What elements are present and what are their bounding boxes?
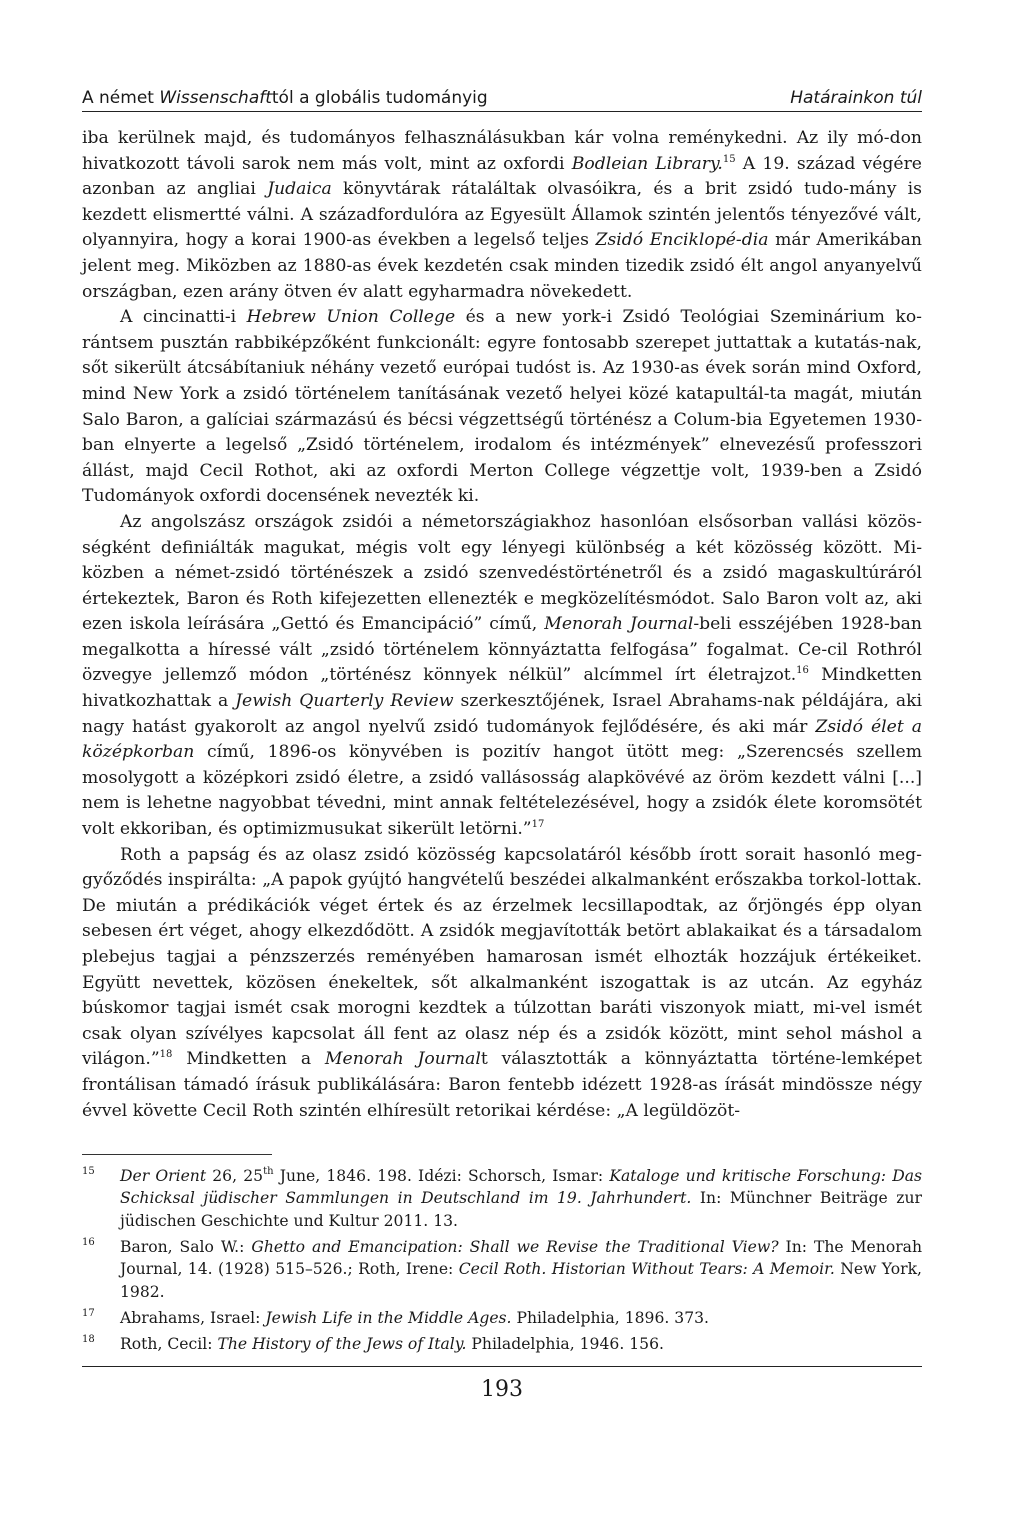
text-run: New York, 1982. xyxy=(120,1260,922,1301)
footnote xyxy=(82,1165,922,1232)
text-run: Mindketten hivatkozhattak a xyxy=(82,665,922,712)
footnote-number: 18 xyxy=(82,1334,95,1346)
text-run: Roth a papság és az olasz zsidó közösség kapcsolatáról később írott sorait hasonló meg-győződés inspirálta: „A papok gyújtó hangvételű beszédei alkalmanként erőszakba torkol-lottak. De miután a prédikációk véget értek és az érzelmek lecsillapodtak, az őrjöngés épp olyan sebesen ért véget, ahogy elkezdődött. A zsidók megjavították betört ablakaikat és a társadalom plebejus tagjai a pénzszerzés reményében hamarosan ismét elhozták hozzájuk értékeiket. Együtt nevettek, közösen énekeltek, sőt alkalmanként iszogattak is az utcán. Az egyház búskomor tagjai ismét csak morogni kezdtek a túlzottan baráti viszonyok miatt, mi-vel ismét csak olyan szívélyes kapcsolat áll fent az olasz nép és a zsidók között, mint sehol máshol a világon.” xyxy=(82,844,922,1070)
footnote-ref: th xyxy=(263,1166,274,1178)
text-run: Philadelphia, 1896. 373. xyxy=(511,1308,710,1327)
text-run: Mindketten a xyxy=(172,1049,325,1070)
running-head-left: A német Wissenschafttól a globális tudományig xyxy=(82,88,488,108)
text-run: A 19. század végére azonban az angliai xyxy=(82,153,922,200)
text-run: szerkesztőjének, Israel Abrahams-nak példájára, aki nagy hatást gyakorolt az angol nyelvű zsidó tudományok fejlődésére, és aki már xyxy=(82,691,923,737)
paragraph xyxy=(82,126,922,305)
paragraph xyxy=(82,510,922,843)
text-run: In: Münchner Beiträge zur jüdischen Geschichte und Kultur 2011. 13. xyxy=(120,1189,922,1230)
italic-text: Jewish Life in the Middle Ages. xyxy=(265,1308,512,1327)
footnote-ref: 17 xyxy=(531,819,545,831)
footnotes xyxy=(82,1165,922,1355)
text-run: June, 1846. 198. Idézi: Schorsch, Ismar: xyxy=(273,1167,610,1186)
italic-text: Der Orient xyxy=(120,1167,207,1186)
footnote xyxy=(82,1236,922,1303)
italic-text: Bodleian Library. xyxy=(571,153,723,174)
text-run: Abrahams, Israel: xyxy=(120,1308,266,1327)
italic-text: Judaica xyxy=(267,179,332,200)
page-number: 193 xyxy=(481,1376,523,1402)
text-run: Roth, Cecil: xyxy=(120,1335,218,1354)
footnote-ref: 16 xyxy=(796,665,809,677)
body-text xyxy=(82,126,922,1124)
footnote-number: 17 xyxy=(82,1307,95,1319)
footnote-ref: 15 xyxy=(722,153,736,165)
book-page xyxy=(82,88,922,1402)
text-run: Baron, Salo W.: xyxy=(120,1238,252,1257)
text-run: t választották a könnyáztatta történe-lemképet frontálisan támadó írásuk publikálására: Baron fentebb idézett 1928-as írását mindössze négy évvel követte Cecil Roth szintén elhíresült retorikai kérdése: „A legüldözöt- xyxy=(82,1049,922,1121)
text-run: A cincinatti-i xyxy=(120,307,247,328)
italic-text: Menorah Journal xyxy=(324,1049,481,1070)
italic-text: Kataloge und kritische Forschung: Das Schicksal jüdischer Sammlungen in Deutschland im 19. Jahrhundert. xyxy=(120,1167,923,1208)
text-run: Philadelphia, 1946. 156. xyxy=(466,1335,664,1354)
text-run: Az angolszász országok zsidói a németországiakhoz hasonlóan elsősorban vallási közös-ségként definiálták magukat, mégis volt egy lényegi különbség a két közösség között. Mi-közben a német-zsidó történészek a zsidó szenvedéstörténetről és a zsidó magaskultúráról értekeztek, Baron és Roth kifejezetten ellenezték e megközelítésmódot. Salo Baron volt az, aki ezen iskola leírására „Gettó és Emancipáció” című, xyxy=(82,511,922,635)
text-run: és a new york-i Zsidó Teológiai Szeminárium ko-rántsem pusztán rabbiképzőként funkcionált: egyre fontosabb szerepet juttattak a kutatás-nak, sőt sikerült átcsábítaniuk néhány vezető európai tudóst is. Az 1930-as évek során mind Oxford, mind New York a zsidó történelem tanításának vezető helyei közé katapultál-ta magát, miután Salo Baron, a galíciai származású és bécsi végzettségű történész a Colum-bia Egyetemen 1930-ban elnyerte a legelső „Zsidó történelem, irodalom és intézmények” elnevezésű professzori állást, majd Cecil Rothot, aki az oxfordi Merton College végzettje volt, 1939-ben a Zsidó Tudományok oxfordi docensének nevezték ki. xyxy=(82,307,922,507)
italic-text: Zsidó élet a középkorban xyxy=(82,716,922,763)
footnote-ref: 18 xyxy=(159,1049,173,1061)
italic-text: Menorah Journal xyxy=(544,614,694,635)
italic-text: Zsidó Enciklopé-dia xyxy=(595,230,769,251)
running-head-right: Határainkon túl xyxy=(790,88,922,108)
italic-text: Ghetto and Emancipation: Shall we Revise the Traditional View? xyxy=(251,1238,779,1257)
footnote xyxy=(82,1333,922,1355)
footnote-number: 15 xyxy=(82,1166,95,1178)
italic-text: Cecil Roth. Historian Without Tears: A Memoir. xyxy=(458,1260,835,1279)
italic-text: Jewish Quarterly Review xyxy=(235,691,454,712)
text-run: iba kerülnek majd, és tudományos felhasználásukban kár volna reménykedni. Az ily mó-don hivatkozott távoli sarok nem más volt, mint az oxfordi xyxy=(82,128,922,174)
italic-text: The History of the Jews of Italy. xyxy=(217,1335,467,1354)
paragraph xyxy=(82,843,922,1125)
paragraph xyxy=(82,305,922,510)
text-run: 26, 25 xyxy=(206,1167,264,1186)
text-run: már Amerikában jelent meg. Miközben az 1880-as évek kezdetén csak minden tizedik zsidó élt angol anyanyelvű országban, ezen arány ötven év alatt egyharmadra növekedett. xyxy=(82,230,922,302)
bottom-rule xyxy=(82,1366,922,1367)
footnote-separator xyxy=(82,1154,272,1155)
running-head xyxy=(82,88,922,112)
footnote xyxy=(82,1307,922,1329)
text-run: -beli esszéjében 1928-ban megalkotta a híressé vált „zsidó történelem könnyáztatta felfogása” fogalmat. Ce-cil Rothról özvegye jellemző módon „történész könnyek nélkül” alcímmel írt életrajzot. xyxy=(82,614,922,686)
text-run: könyvtárak rátaláltak olvasóikra, és a brit zsidó tudo-mány is kezdett elismertté válni. A századfordulóra az Egyesült Államok szintén jelentős tényezővé vált, olyannyira, hogy a korai 1900-as években a legelső teljes xyxy=(82,179,922,251)
text-run: című, 1896-os könyvében is pozitív hangot ütött meg: „Szerencsés szellem mosolygott a középkori zsidó életre, a zsidó vallásosság alapkövévé az öröm kezdett válni [...] nem is lehetne nagyobbat tévedni, mint annak feltételezésével, hogy a zsidók élete koromsötét volt ekkoriban, és optimizmusukat sikerült letörni.” xyxy=(82,742,922,840)
text-run: In: The Menorah Journal, 14. (1928) 515–526.; Roth, Irene: xyxy=(120,1238,923,1279)
footnote-number: 16 xyxy=(82,1237,95,1249)
italic-text: Hebrew Union College xyxy=(246,307,456,328)
